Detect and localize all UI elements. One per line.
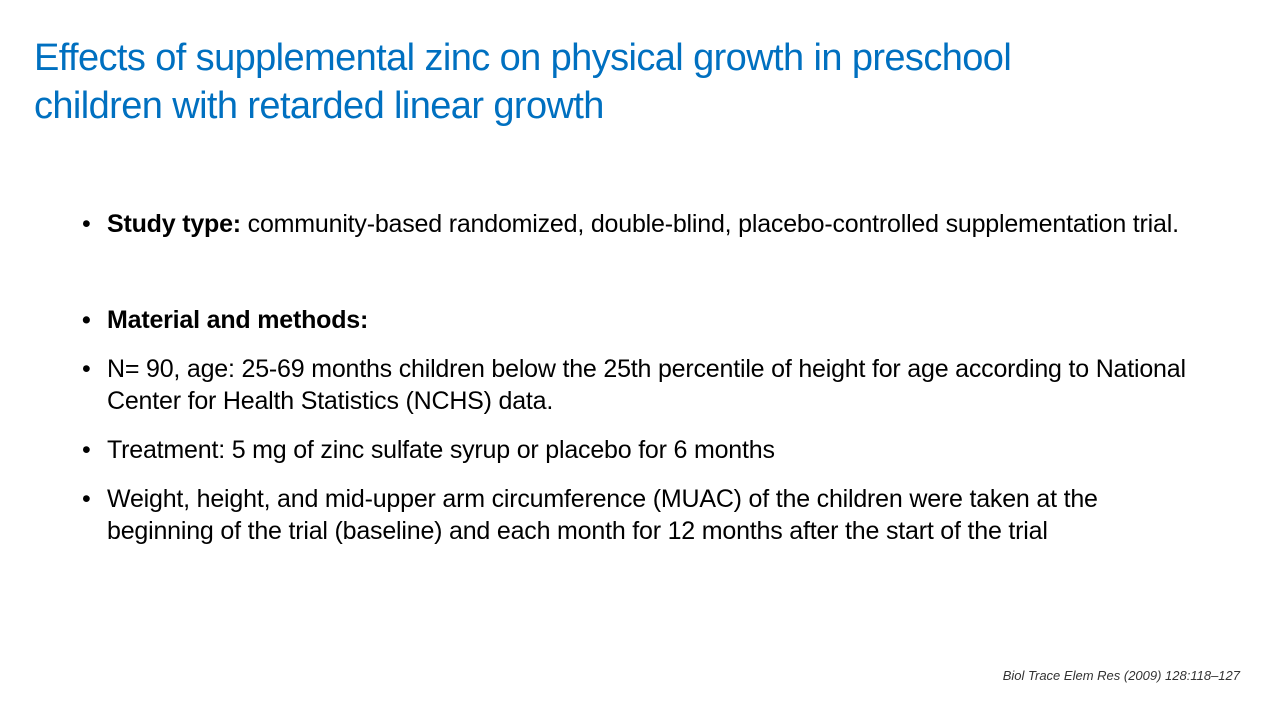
citation: Biol Trace Elem Res (2009) 128:118–127 — [1002, 668, 1240, 683]
bullet-treatment: • Treatment: 5 mg of zinc sulfate syrup or placebo for 6 months — [80, 434, 1200, 466]
study-type-label: Study type: — [107, 210, 241, 238]
slide-title-line-2: children with retarded linear growth — [34, 85, 604, 127]
bullet-measurements: • Weight, height, and mid-upper arm circumference (MUAC) of the children were taken at the beginning of the trial (baseline) and each month for 12 months after the start of the trial — [80, 483, 1200, 547]
slide-title — [34, 34, 1234, 130]
bullet-study-type — [80, 208, 1200, 240]
bullet-sample: • N= 90, age: 25-69 months children below the 25th percentile of height for age according to National Center for Health Statistics (NCHS) data. — [80, 353, 1200, 417]
study-type-text: community-based randomized, double-blind, placebo-controlled supplementation trial. — [240, 210, 1179, 238]
slide-title-line-1: Effects of supplemental zinc on physical growth in preschool — [34, 37, 1012, 79]
bullet-list — [80, 208, 1200, 547]
bullet-material-heading: • Material and methods: — [80, 304, 1200, 336]
